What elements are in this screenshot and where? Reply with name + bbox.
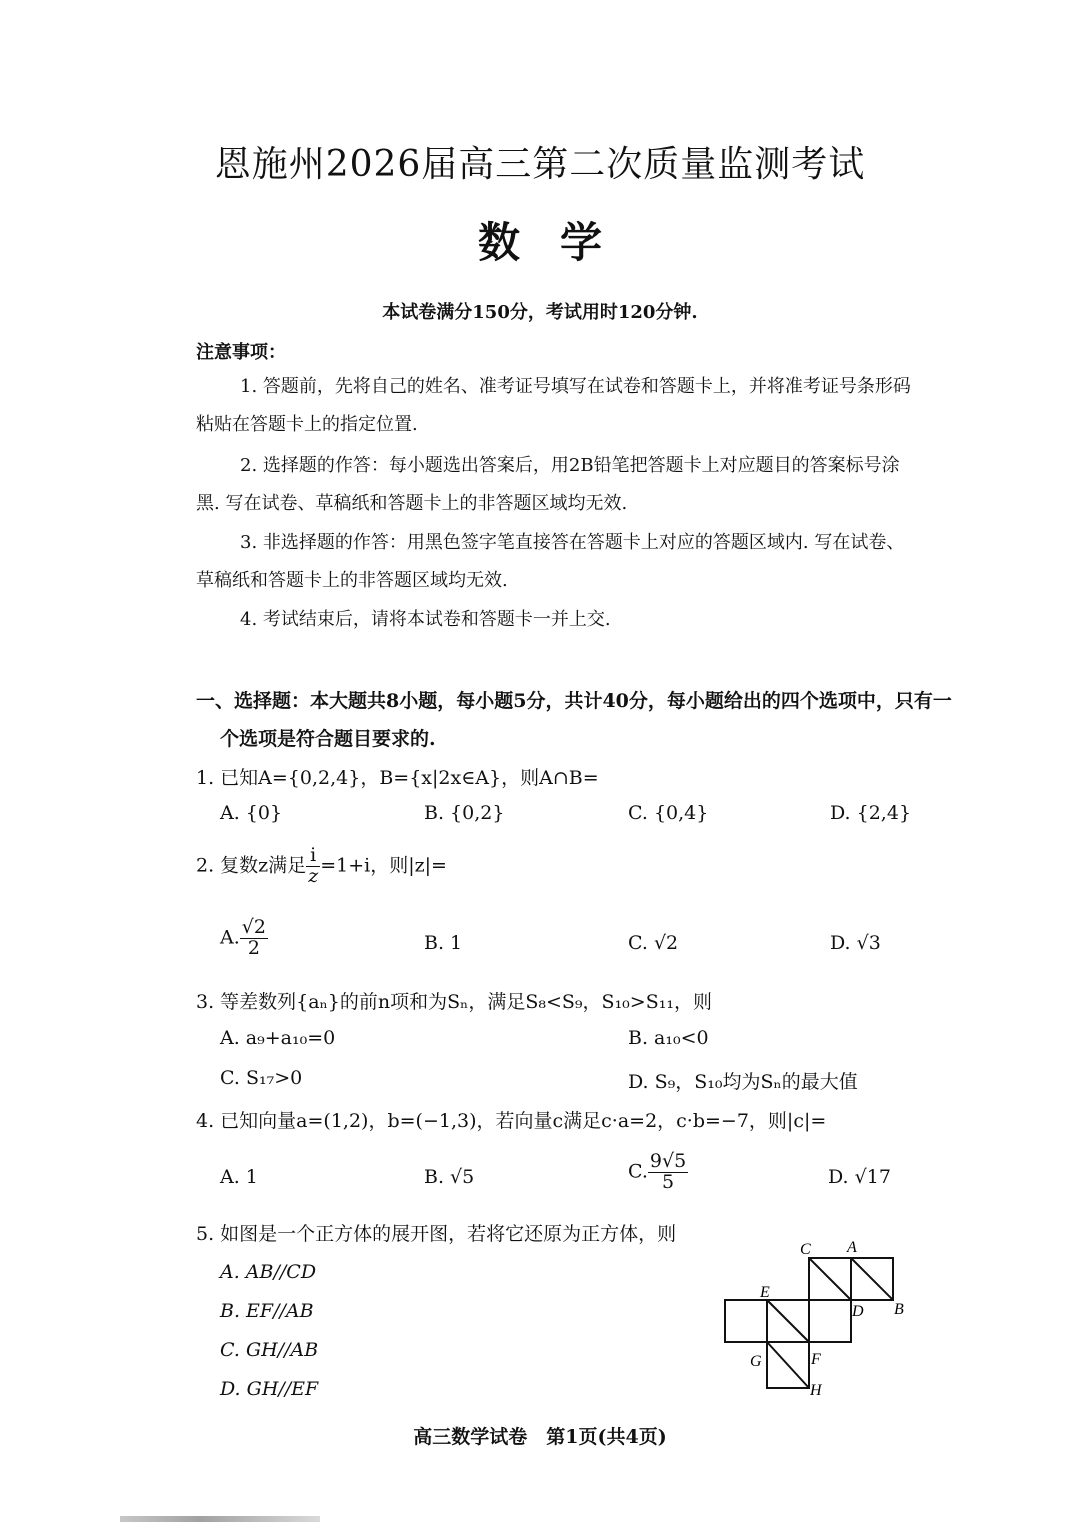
q1-option-b: B. {0,2} xyxy=(424,802,505,824)
q4-option-c-denominator: 5 xyxy=(662,1170,675,1193)
q2-stem-prefix: 2. 复数z满足 xyxy=(196,854,307,877)
q3-option-a: A. a₉+a₁₀=0 xyxy=(220,1027,336,1049)
q4-option-c-label: C. xyxy=(628,1160,648,1183)
q4-option-b: B. √5 xyxy=(424,1166,475,1188)
q1-option-a: A. {0} xyxy=(220,802,283,824)
q2-fraction-numerator: i xyxy=(306,846,320,867)
cube-net-figure xyxy=(716,1234,916,1404)
q3-option-d: D. S₉，S₁₀均为Sₙ的最大值 xyxy=(628,1071,858,1093)
diagonal-GH xyxy=(767,1342,809,1388)
page-footer: 高三数学试卷 第1页(共4页) xyxy=(413,1426,667,1448)
vertex-label-g: G xyxy=(750,1353,762,1370)
notice-line-4: 黑. 写在试卷、草稿纸和答题卡上的非答题区域均无效. xyxy=(196,493,628,514)
notice-line-2: 粘贴在答题卡上的指定位置. xyxy=(196,414,418,435)
q2-option-a-denominator: 2 xyxy=(247,936,260,959)
notice-line-6: 草稿纸和答题卡上的非答题区域均无效. xyxy=(196,570,508,591)
notice-line-1: 1. 答题前，先将自己的姓名、准考证号填写在试卷和答题卡上，并将准考证号条形码 xyxy=(240,376,911,397)
q2-option-b: B. 1 xyxy=(424,932,463,954)
exam-title: 恩施州2026届高三第二次质量监测考试 xyxy=(214,144,866,185)
q4-option-c-fraction xyxy=(648,1152,688,1193)
score-note: 本试卷满分150分，考试用时120分钟. xyxy=(382,302,698,323)
q2-option-a-label: A. xyxy=(220,926,240,949)
q2-option-c: C. √2 xyxy=(628,932,679,954)
vertex-label-h: H xyxy=(810,1382,822,1399)
notices-heading: 注意事项： xyxy=(196,342,286,363)
cube-face-middle-1 xyxy=(725,1300,767,1342)
q5-option-a: A. AB//CD xyxy=(220,1261,317,1283)
q2-fraction-denominator: z xyxy=(308,864,319,887)
q4-option-d: D. √17 xyxy=(828,1166,891,1188)
q5-option-b: B. EF//AB xyxy=(220,1300,314,1322)
question-4-stem: 4. 已知向量a=(1,2)，b=(−1,3)，若向量c满足c·a=2，c·b=−7，则|c|= xyxy=(196,1110,827,1132)
subject-title: 数学 xyxy=(477,218,642,267)
q5-option-d: D. GH//EF xyxy=(220,1378,319,1400)
section-heading-line-2: 个选项是符合题目要求的. xyxy=(220,728,436,750)
notice-line-5: 3. 非选择题的作答：用黑色签字笔直接答在答题卡上对应的答题区域内. 写在试卷、 xyxy=(240,532,905,553)
q3-option-c: C. S₁₇>0 xyxy=(220,1067,303,1089)
q3-option-b: B. a₁₀<0 xyxy=(628,1027,709,1049)
q4-option-c-numerator: 9√5 xyxy=(649,1150,687,1172)
notice-line-3: 2. 选择题的作答：每小题选出答案后，用2B铅笔把答题卡上对应题目的答案标号涂 xyxy=(240,455,900,476)
q2-fraction xyxy=(306,846,320,887)
vertex-label-b: B xyxy=(894,1301,904,1318)
vertex-label-e: E xyxy=(760,1284,770,1301)
q2-option-d: D. √3 xyxy=(830,932,881,954)
vertex-label-a: A xyxy=(847,1239,857,1256)
scan-artifact xyxy=(120,1516,320,1522)
q1-option-d: D. {2,4} xyxy=(830,802,912,824)
q2-option-a-fraction xyxy=(240,918,268,959)
q2-option-a xyxy=(220,918,268,959)
cube-face-middle-3 xyxy=(809,1300,851,1342)
vertex-label-f: F xyxy=(811,1351,821,1368)
q5-option-c: C. GH//AB xyxy=(220,1339,319,1361)
section-heading-line-1: 一、选择题：本大题共8小题，每小题5分，共计40分，每小题给出的四个选项中，只有一 xyxy=(196,690,952,712)
question-1-stem: 1. 已知A={0,2,4}，B={x|2x∈A}，则A∩B= xyxy=(196,767,599,789)
q4-option-a: A. 1 xyxy=(220,1166,258,1188)
vertex-label-c: C xyxy=(800,1241,811,1258)
q4-option-c xyxy=(628,1152,688,1193)
question-5-stem: 5. 如图是一个正方体的展开图，若将它还原为正方体，则 xyxy=(196,1223,677,1245)
question-2-stem xyxy=(196,846,447,887)
diagonal-AB xyxy=(851,1258,893,1300)
q1-option-c: C. {0,4} xyxy=(628,802,709,824)
question-3-stem: 3. 等差数列{aₙ}的前n项和为Sₙ，满足S₈<S₉，S₁₀>S₁₁，则 xyxy=(196,991,712,1013)
q2-option-a-numerator: √2 xyxy=(241,916,266,938)
vertex-label-d: D xyxy=(852,1303,864,1320)
notice-line-7: 4. 考试结束后，请将本试卷和答题卡一并上交. xyxy=(240,609,611,630)
diagonal-CD xyxy=(809,1258,851,1300)
diagonal-EF xyxy=(767,1300,809,1342)
q2-stem-suffix: =1+i，则|z|= xyxy=(320,854,447,877)
